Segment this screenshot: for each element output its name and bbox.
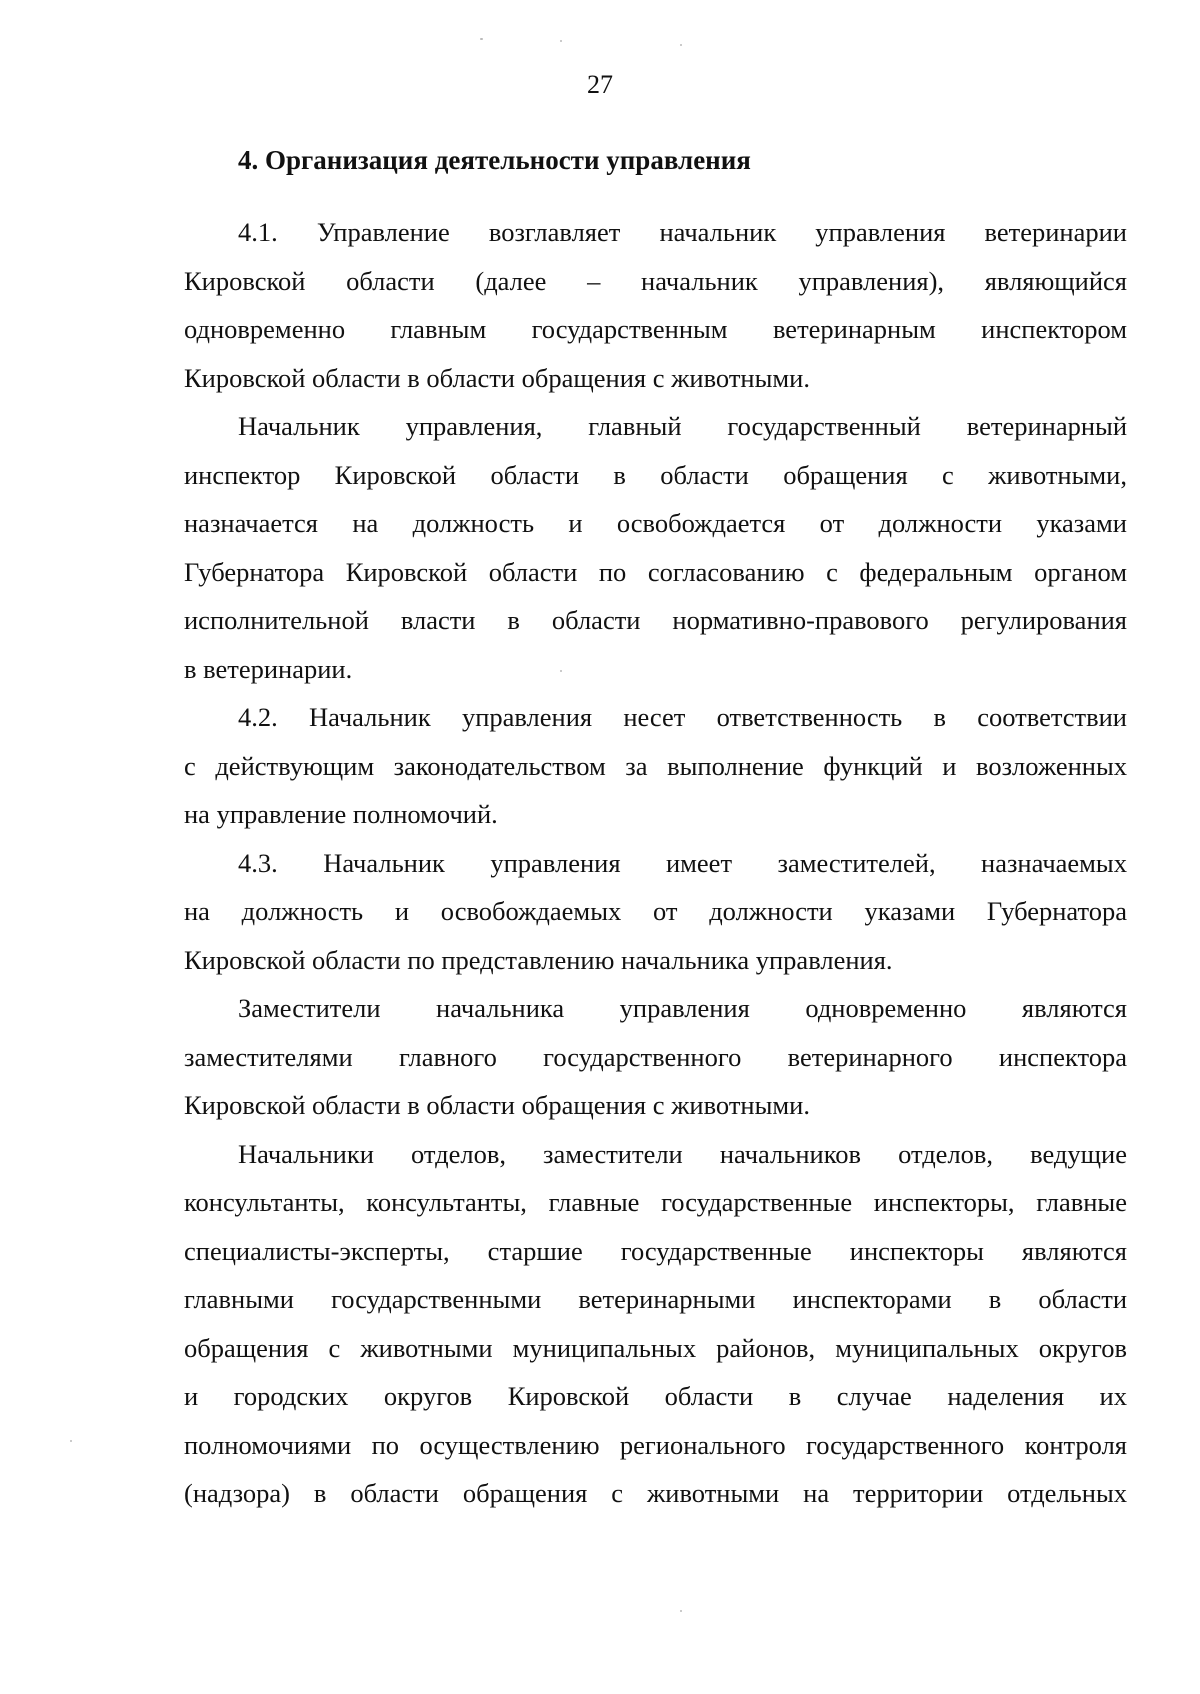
page-number: 27 xyxy=(587,70,613,99)
text-line: главными государственными ветеринарными инспекторами в области xyxy=(184,1284,1127,1314)
text-line: инспектор Кировской области в области обращения с животными, xyxy=(184,459,1127,490)
text-line: Кировской области в области обращения с животными. xyxy=(184,1090,810,1120)
scan-speck xyxy=(680,44,682,46)
section-heading: 4. Организация деятельности управления xyxy=(238,145,751,175)
text-line: 4.3. Начальник управления имеет заместителей, назначаемых xyxy=(238,847,1127,878)
text-line: 4.1. Управление возглавляет начальник управления ветеринарии xyxy=(238,217,1127,247)
text-line: с действующим законодательством за выполнение функций и возложенных xyxy=(184,750,1127,781)
paragraph xyxy=(184,208,1127,402)
paragraph xyxy=(184,1130,1127,1518)
scan-speck xyxy=(70,1440,72,1442)
text-line: полномочиями по осуществлению регионального государственного контроля xyxy=(184,1429,1127,1460)
scan-speck xyxy=(480,38,483,40)
text-line: Кировской области по представлению начальника управления. xyxy=(184,944,893,975)
paragraph xyxy=(184,402,1127,693)
text-line: на управление полномочий. xyxy=(184,799,498,829)
text-line: назначается на должность и освобождается от должности указами xyxy=(184,508,1127,538)
text-line: (надзора) в области обращения с животными на территории отдельных xyxy=(184,1478,1127,1508)
text-line: исполнительной власти в области нормативно-правового регулирования xyxy=(184,605,1127,635)
text-line: Начальники отделов, заместители начальников отделов, ведущие xyxy=(238,1138,1127,1169)
text-line: обращения с животными муниципальных районов, муниципальных округов xyxy=(184,1332,1127,1363)
text-line: в ветеринарии. xyxy=(184,653,353,684)
text-line: заместителями главного государственного ветеринарного инспектора xyxy=(184,1041,1127,1072)
paragraph xyxy=(184,984,1127,1130)
body-text xyxy=(184,208,1127,1518)
scan-speck xyxy=(560,670,562,672)
paragraph xyxy=(184,839,1127,985)
text-line: Губернатора Кировской области по согласованию с федеральным органом xyxy=(184,556,1127,587)
text-line: 4.2. Начальник управления несет ответственность в соответствии xyxy=(238,702,1127,732)
text-line: Начальник управления, главный государственный ветеринарный xyxy=(238,411,1127,441)
paragraph xyxy=(184,693,1127,839)
text-line: Заместители начальника управления одновременно являются xyxy=(238,993,1127,1023)
scan-speck xyxy=(680,1610,682,1612)
text-line: консультанты, консультанты, главные государственные инспекторы, главные xyxy=(184,1187,1127,1217)
text-line: одновременно главным государственным ветеринарным инспектором xyxy=(184,314,1127,344)
scan-speck xyxy=(560,40,562,42)
text-line: на должность и освобождаемых от должности указами Губернатора xyxy=(184,896,1127,926)
text-line: Кировской области в области обращения с животными. xyxy=(184,362,810,393)
text-line: Кировской области (далее – начальник управления), являющийся xyxy=(184,265,1127,296)
text-line: и городских округов Кировской области в случае наделения их xyxy=(184,1381,1127,1411)
text-line: специалисты-эксперты, старшие государственные инспекторы являются xyxy=(184,1235,1127,1266)
